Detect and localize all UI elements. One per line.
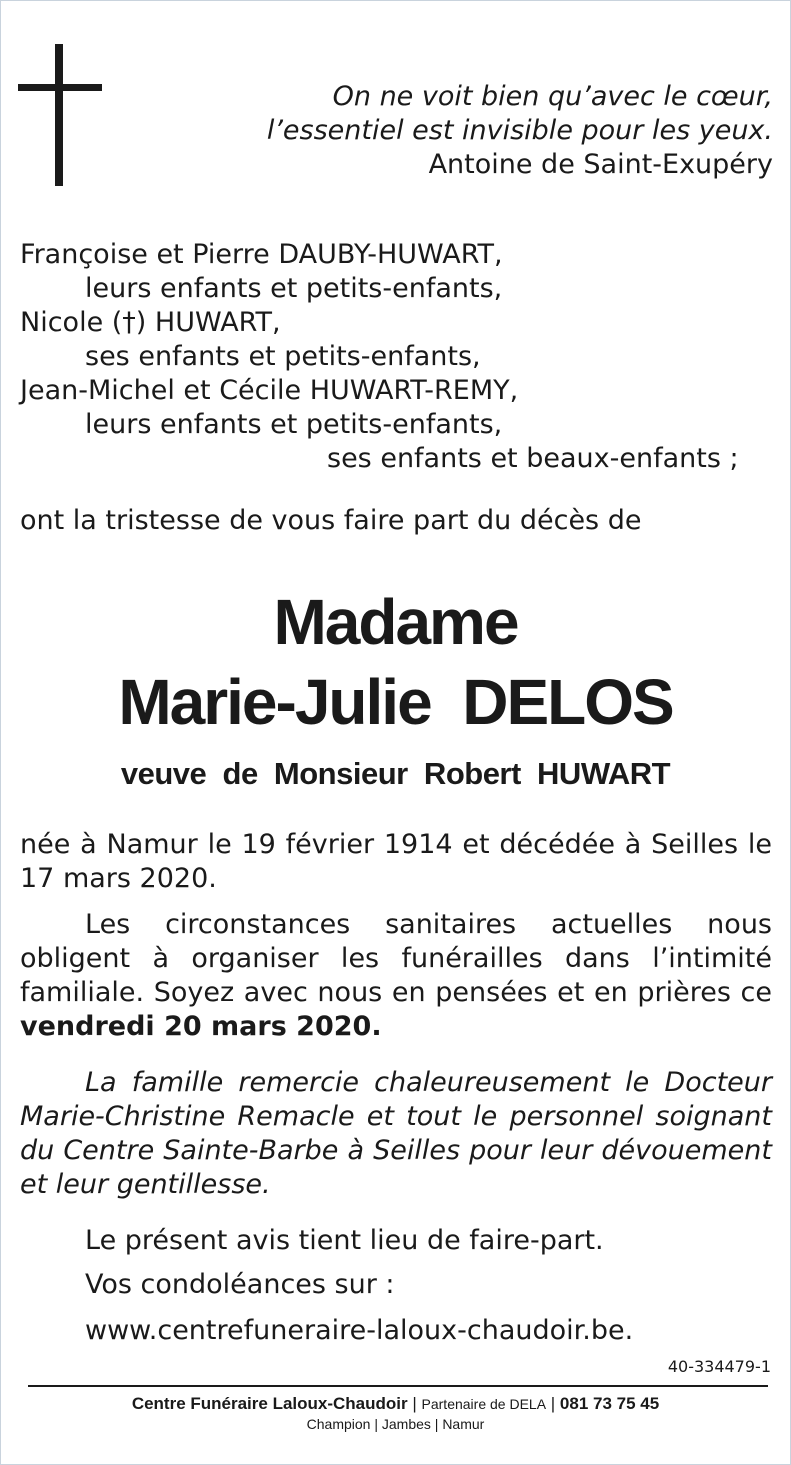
family-list	[20, 238, 739, 476]
footer-rule	[28, 1385, 768, 1387]
widow-of: veuve de Monsieur Robert HUWART	[120, 756, 671, 791]
birth-death: née à Namur le 19 février 1914 et décédée à Seilles le 17 mars 2020.	[20, 829, 772, 894]
family-line: Nicole (†) HUWART,	[20, 307, 281, 338]
quote-line-2: l’essentiel est invisible pour les yeux.	[266, 115, 773, 146]
circumstances-text: Les circonstances sanitaires actuelles nous obligent à organiser les funérailles dans l’intimité familiale. Soyez avec nous en pensées et en prières ce	[20, 909, 772, 1008]
family-line: ses enfants et petits-enfants,	[85, 341, 481, 372]
condolences-url[interactable]: www.centrefuneraire-laloux-chaudoir.be.	[85, 1315, 634, 1346]
phone-number: 081 73 75 45	[559, 1394, 660, 1413]
family-line: leurs enfants et petits-enfants,	[85, 273, 503, 304]
ceremony-date: vendredi 20 mars 2020.	[20, 1011, 382, 1042]
footer: Centre Funéraire Laloux-Chaudoir | Partenaire de DELA | 081 73 75 45	[131, 1394, 660, 1413]
partner-text: Partenaire de DELA	[421, 1396, 547, 1412]
circumstances	[20, 908, 772, 1044]
condolences-label: Vos condoléances sur :	[85, 1269, 395, 1300]
quote-line-1: On ne voit bien qu’avec le cœur,	[332, 81, 773, 112]
quote	[267, 80, 773, 182]
deceased-name: Marie-Julie DELOS	[118, 666, 673, 738]
deceased-title: Madame	[273, 586, 518, 658]
notice-text: Le présent avis tient lieu de faire-part.	[85, 1225, 604, 1256]
locations: Champion | Jambes | Namur	[306, 1416, 485, 1432]
quote-author: Antoine de Saint-Exupéry	[428, 149, 773, 180]
reference-number: 40-334479-1	[667, 1357, 771, 1376]
family-line: Françoise et Pierre DAUBY-HUWART,	[20, 239, 503, 270]
family-line: Jean-Michel et Cécile HUWART-REMY,	[20, 375, 519, 406]
company-name: Centre Funéraire Laloux-Chaudoir	[131, 1394, 408, 1413]
family-line: leurs enfants et petits-enfants,	[85, 409, 503, 440]
family-line: ses enfants et beaux-enfants ;	[327, 443, 739, 474]
cross-icon	[18, 44, 102, 186]
announcement: ont la tristesse de vous faire part du décès de	[20, 505, 642, 536]
thanks: La famille remercie chaleureusement le Docteur Marie-Christine Remacle et tout le personnel soignant du Centre Sainte-Barbe à Seilles pour leur dévouement et leur gentillesse.	[20, 1067, 772, 1200]
